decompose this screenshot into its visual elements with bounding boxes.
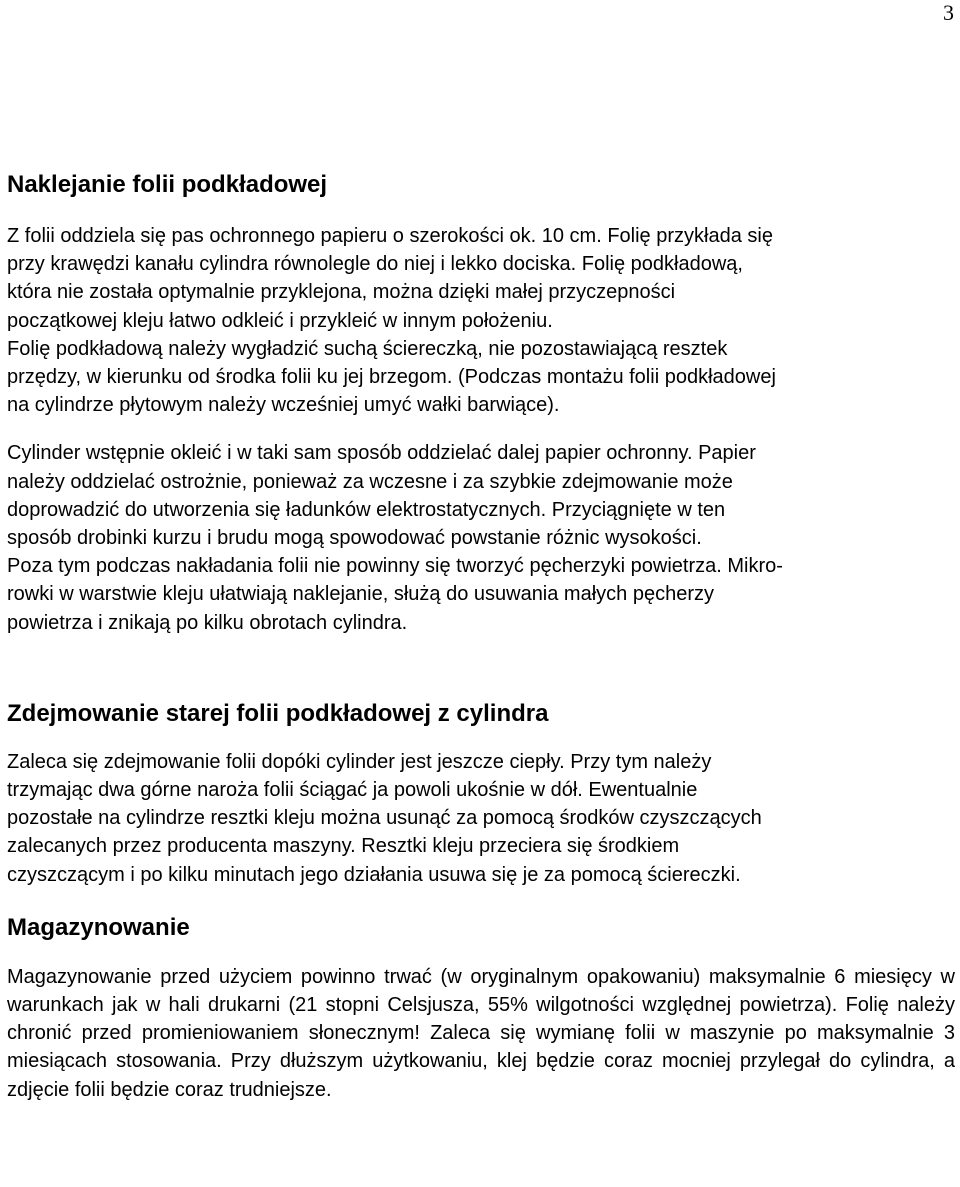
section-zdejmowanie xyxy=(7,699,955,889)
paragraph: Magazynowanie przed użyciem powinno trwać (w oryginalnym opakowaniu) maksymalnie 6 miesięcy w warunkach jak w hali drukarni (21 stopni Celsjusza, 55% wilgotności względnej powietrza). Folię należy chronić przed promieniowaniem słonecznym! Zaleca się wymianę folii w maszynie po maksymalnie 3 miesiącach stosowania. Przy dłuższym użytkowaniu, klej będzie coraz mocniej przylegał do cylindra, a zdjęcie folii będzie coraz trudniejsze. xyxy=(7,965,955,1101)
document-body xyxy=(7,170,955,1104)
section-heading: Zdejmowanie starej folii podkładowej z cylindra xyxy=(7,699,549,727)
section-naklejanie xyxy=(7,170,955,637)
section-heading: Magazynowanie xyxy=(7,913,190,941)
paragraph: Zaleca się zdejmowanie folii dopóki cylinder jest jeszcze ciepły. Przy tym należy trzymając dwa górne naroża folii ściągać ja powoli ukośnie w dół. Ewentualnie pozostałe na cylindrze resztki kleju można usunąć za pomocą środków czyszczących zalecanych przez producenta maszyny. Resztki kleju przeciera się środkiem czyszczącym i po kilku minutach jego działania usuwa się je za pomocą ściereczki. xyxy=(7,750,762,886)
page-number: 3 xyxy=(943,0,954,25)
section-magazynowanie xyxy=(7,913,955,1104)
paragraph: Z folii oddziela się pas ochronnego papieru o szerokości ok. 10 cm. Folię przykłada się przy krawędzi kanału cylindra równolegle do niej i lekko dociska. Folię podkładową, która nie została optymalnie przyklejona, można dzięki małej przyczepności początkowej kleju łatwo odkleić i przykleić w innym położeniu. Folię podkładową należy wygładzić suchą ściereczką, nie pozostawiającą resztek przędzy, w kierunku od środka folii ku jej brzegom. (Podczas montażu folii podkładowej na cylindrze płytowym należy wcześniej umyć wałki barwiące). xyxy=(7,225,776,417)
paragraph: Cylinder wstępnie okleić i w taki sam sposób oddzielać dalej papier ochronny. Papier należy oddzielać ostrożnie, ponieważ za wczesne i za szybkie zdejmowanie może doprowadzić do utworzenia się ładunków elektrostatycznych. Przyciągnięte w ten sposób drobinki kurzu i brudu mogą spowodować powstanie różnic wysokości. Poza tym podczas nakładania folii nie powinny się tworzyć pęcherzyki powietrza. Mikro- rowki w warstwie kleju ułatwiają naklejanie, służą do usuwania małych pęcherzy powietrza i znikają po kilku obrotach cylindra. xyxy=(7,442,783,634)
section-heading: Naklejanie folii podkładowej xyxy=(7,171,328,198)
